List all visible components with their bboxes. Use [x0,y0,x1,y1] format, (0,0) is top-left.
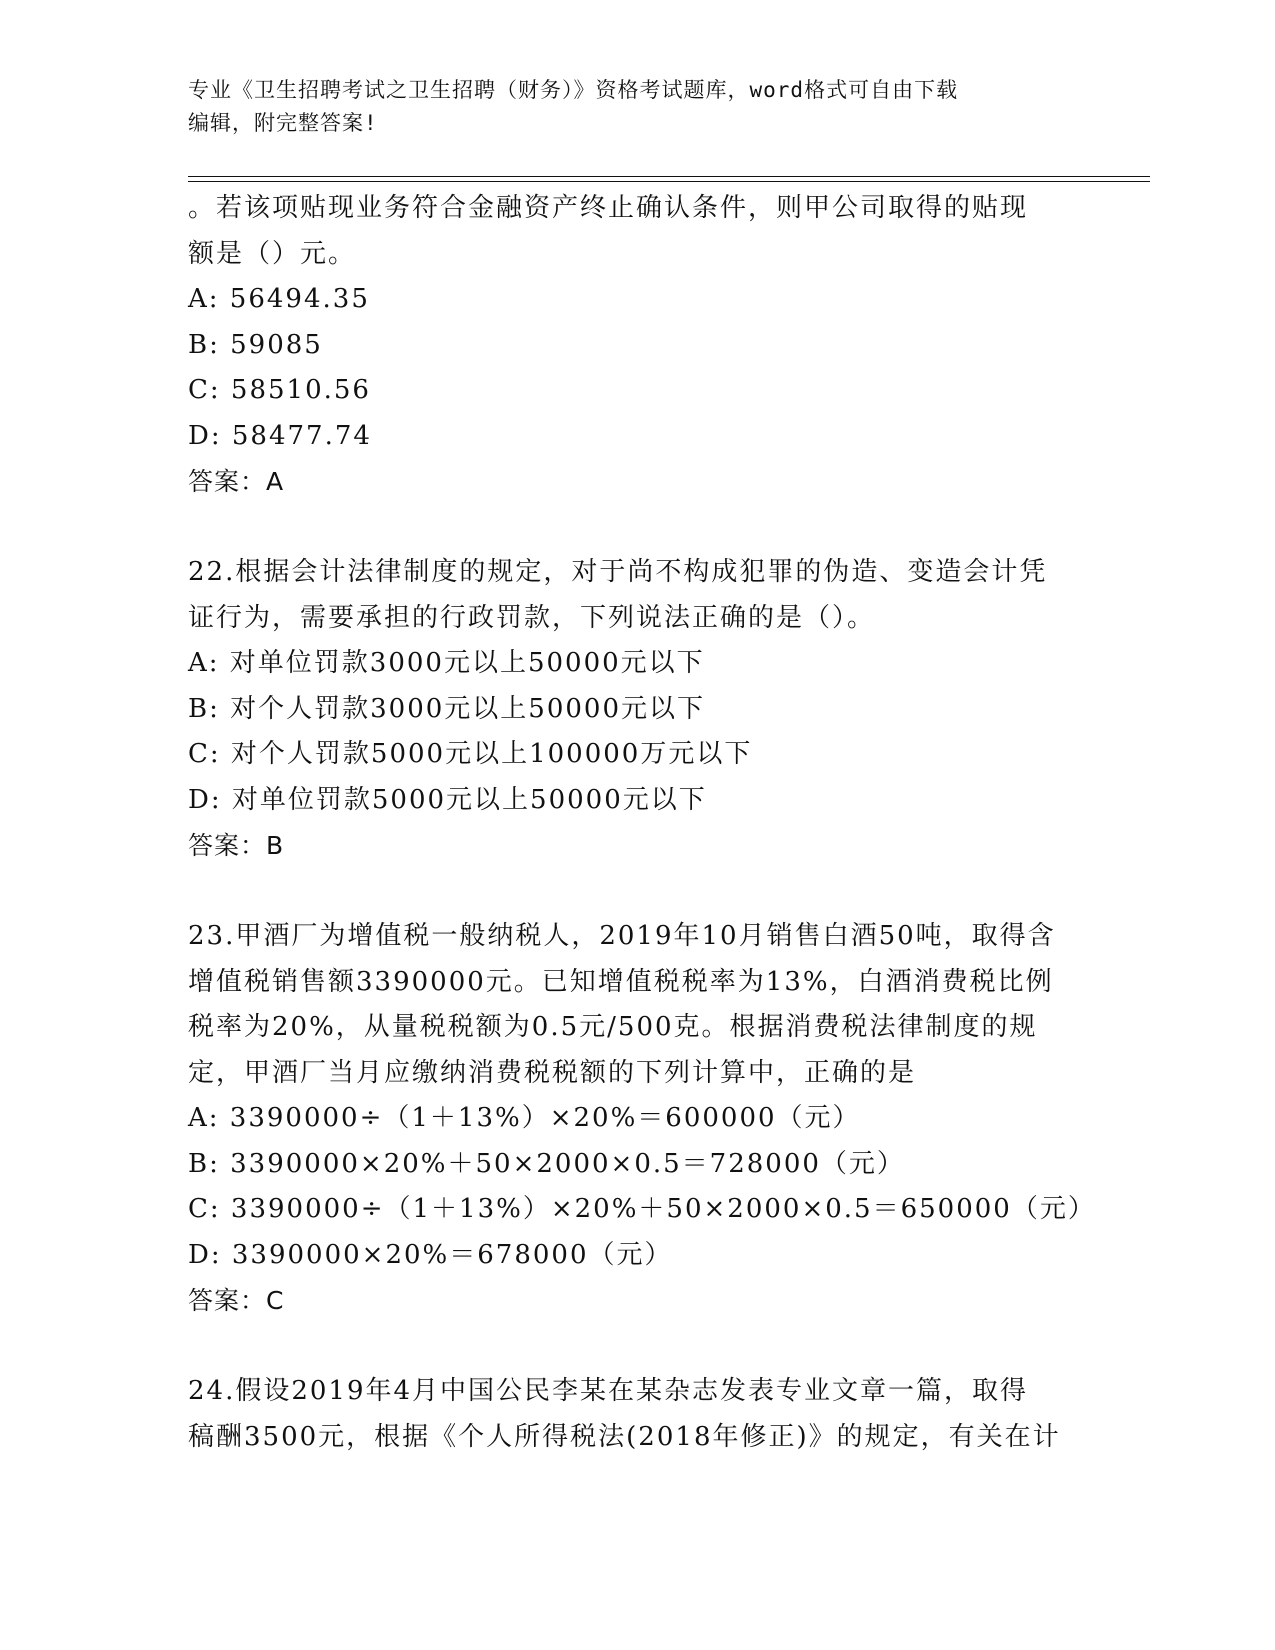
header-divider [188,181,1150,182]
option-b: B: 对个人罚款3000元以上50000元以下 [188,693,706,724]
question-24 [188,1369,1088,1460]
header-line: 专业《卫生招聘考试之卫生招聘（财务）》资格考试题库，word格式可自由下载 [188,78,959,102]
document-header [188,74,1088,140]
answer-line: 答案：C [188,1286,285,1315]
option-a: A: 56494.35 [188,284,370,314]
question-stem-line: 23.甲酒厂为增值税一般纳税人，2019年10月销售白酒50吨，取得含 [188,921,1056,951]
option-d: D: 对单位罚款5000元以上50000元以下 [188,784,707,815]
header-divider [188,176,1150,177]
question-stem-line: 24.假设2019年4月中国公民李某在某杂志发表专业文章一篇，取得 [188,1376,1029,1406]
question-stem-line: 定，甲酒厂当月应缴纳消费税税额的下列计算中，正确的是 [188,1057,917,1088]
option-c: C: 58510.56 [188,375,371,405]
spacer [188,869,1088,915]
question-21 [188,186,1088,505]
question-list [188,186,1096,1460]
option-b: B: 3390000×20%＋50×2000×0.5＝728000（元） [188,1148,905,1179]
question-stem-line: 稿酬3500元，根据《个人所得税法(2018年修正)》的规定，有关在计 [188,1421,1061,1452]
answer-line: 答案：B [188,831,285,860]
option-c: C: 对个人罚款5000元以上100000万元以下 [188,739,753,769]
question-stem-line: 额是（）元。 [188,238,357,269]
question-stem-line: 证行为，需要承担的行政罚款，下列说法正确的是（）。 [188,602,876,633]
question-23 [188,914,1096,1324]
question-stem-line: 。若该项贴现业务符合金融资产终止确认条件，则甲公司取得的贴现 [188,193,1029,223]
option-a: A: 3390000÷（1＋13%）×20%＝600000（元） [188,1103,861,1133]
spacer [188,505,1088,551]
spacer [188,1324,1088,1370]
header-line: 编辑，附完整答案! [188,111,378,135]
answer-line: 答案：A [188,467,285,496]
question-stem-line: 22.根据会计法律制度的规定，对于尚不构成犯罪的伪造、变造会计凭 [188,557,1048,587]
option-c: C: 3390000÷（1＋13%）×20%＋50×2000×0.5＝650000（元） [188,1194,1096,1224]
question-stem-line: 增值税销售额3390000元。已知增值税税率为13%，白酒消费税比例 [188,966,1054,997]
option-a: A: 对单位罚款3000元以上50000元以下 [188,648,705,678]
question-22 [188,550,1088,869]
option-b: B: 59085 [188,329,323,360]
question-stem-line: 税率为20%，从量税税额为0.5元/500克。根据消费税法律制度的规 [188,1012,1038,1042]
option-d: D: 58477.74 [188,420,372,451]
option-d: D: 3390000×20%＝678000（元） [188,1239,673,1270]
